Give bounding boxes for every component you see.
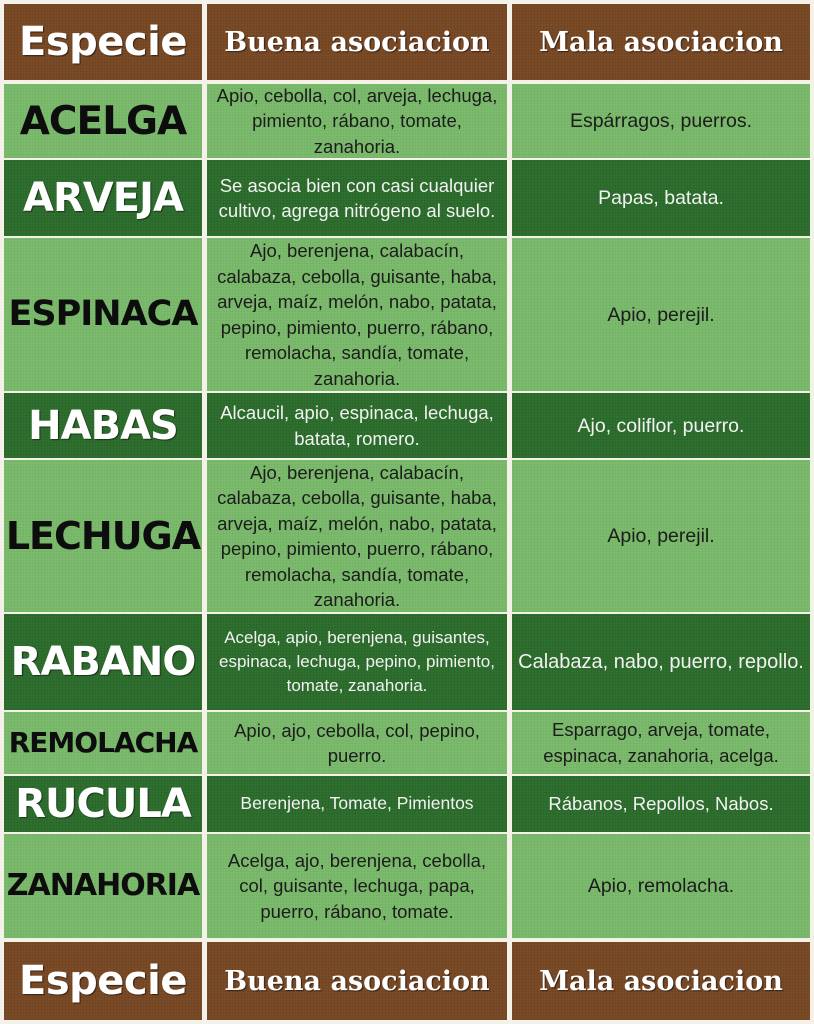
species-cell: [4, 834, 202, 938]
table-footer: [0, 942, 814, 1020]
good-association-text: Alcaucil, apio, espinaca, lechuga, batata, romero.: [220, 402, 494, 449]
species-cell: [4, 776, 202, 832]
table-row: [0, 460, 814, 612]
species-cell: [4, 712, 202, 774]
table-header: [0, 4, 814, 80]
good-association-cell: [207, 460, 507, 612]
species-name: ESPINACA: [8, 294, 198, 334]
table-row: [0, 614, 814, 710]
species-cell: [4, 238, 202, 391]
table-row: [0, 84, 814, 158]
species-name: ZANAHORIA: [6, 868, 200, 903]
good-association-text: Ajo, berenjena, calabacín, calabaza, cebolla, guisante, haba, arveja, maíz, melón, nabo, patata, pepino, pimiento, puerro, rábano, remolacha, sandía, tomate, zanahoria.: [217, 461, 497, 610]
good-association-text: Apio, cebolla, col, arveja, lechuga, pimiento, rábano, tomate, zanahoria.: [216, 84, 498, 157]
good-association-text: Berenjena, Tomate, Pimientos: [240, 793, 474, 814]
bad-association-cell: [512, 712, 810, 774]
footer-bad-association: Mala asociacion: [512, 942, 810, 1020]
bad-association-cell: [512, 834, 810, 938]
bad-association-text: Esparrago, arveja, tomate, espinaca, zanahoria, acelga.: [543, 719, 779, 766]
bad-association-cell: [512, 776, 810, 832]
good-association-text: Se asocia bien con casi cualquier cultivo, agrega nitrógeno al suelo.: [218, 174, 496, 221]
species-name: ACELGA: [19, 98, 187, 144]
bad-association-cell: [512, 393, 810, 458]
species-name: RUCULA: [15, 781, 191, 827]
good-association-text: Ajo, berenjena, calabacín, calabaza, cebolla, guisante, haba, arveja, maíz, melón, nabo, patata, pepino, pimiento, puerro, rábano, remolacha, sandía, tomate, zanahoria.: [217, 240, 497, 389]
bad-association-cell: [512, 84, 810, 158]
table-row: [0, 238, 814, 391]
species-name: ARVEJA: [23, 175, 183, 221]
good-association-cell: [207, 712, 507, 774]
footer-good-association: Buena asociacion: [207, 942, 507, 1020]
species-cell: [4, 160, 202, 236]
table-row: [0, 834, 814, 938]
good-association-text: Apio, ajo, cebolla, col, pepino, puerro.: [234, 719, 480, 766]
bad-association-text: Papas, batata.: [598, 187, 724, 209]
table-row: [0, 712, 814, 774]
table-row: [0, 776, 814, 832]
species-name: REMOLACHA: [8, 726, 198, 759]
header-species: Especie: [4, 4, 202, 80]
bad-association-text: Apio, perejil.: [607, 525, 715, 547]
header-bad-association: Mala asociacion: [512, 4, 810, 80]
good-association-cell: [207, 776, 507, 832]
bad-association-text: Apio, remolacha.: [587, 875, 735, 897]
good-association-cell: [207, 614, 507, 710]
bad-association-text: Calabaza, nabo, puerro, repollo.: [518, 651, 804, 673]
species-cell: [4, 393, 202, 458]
footer-species: Especie: [4, 942, 202, 1020]
table-row: [0, 393, 814, 458]
bad-association-text: Ajo, coliflor, puerro.: [577, 414, 745, 437]
species-cell: [4, 84, 202, 158]
good-association-cell: [207, 393, 507, 458]
species-name: RABANO: [10, 639, 196, 685]
species-name: HABAS: [28, 402, 178, 449]
bad-association-cell: [512, 614, 810, 710]
good-association-cell: [207, 84, 507, 158]
good-association-cell: [207, 238, 507, 391]
bad-association-text: Espárragos, puerros.: [569, 110, 753, 132]
bad-association-cell: [512, 460, 810, 612]
good-association-text: Acelga, ajo, berenjena, cebolla, col, guisante, lechuga, papa, puerro, rábano, tomate.: [227, 849, 487, 922]
bad-association-cell: [512, 238, 810, 391]
bad-association-cell: [512, 160, 810, 236]
bad-association-text: Apio, perejil.: [607, 303, 715, 326]
bad-association-text: Rábanos, Repollos, Nabos.: [548, 793, 774, 814]
species-cell: [4, 460, 202, 612]
species-cell: [4, 614, 202, 710]
species-name: LECHUGA: [5, 514, 201, 558]
header-good-association: Buena asociacion: [207, 4, 507, 80]
good-association-cell: [207, 160, 507, 236]
good-association-text: Acelga, apio, berenjena, guisantes, espinaca, lechuga, pepino, pimiento, tomate, zanahoria.: [219, 628, 495, 695]
table-row: [0, 160, 814, 236]
good-association-cell: [207, 834, 507, 938]
